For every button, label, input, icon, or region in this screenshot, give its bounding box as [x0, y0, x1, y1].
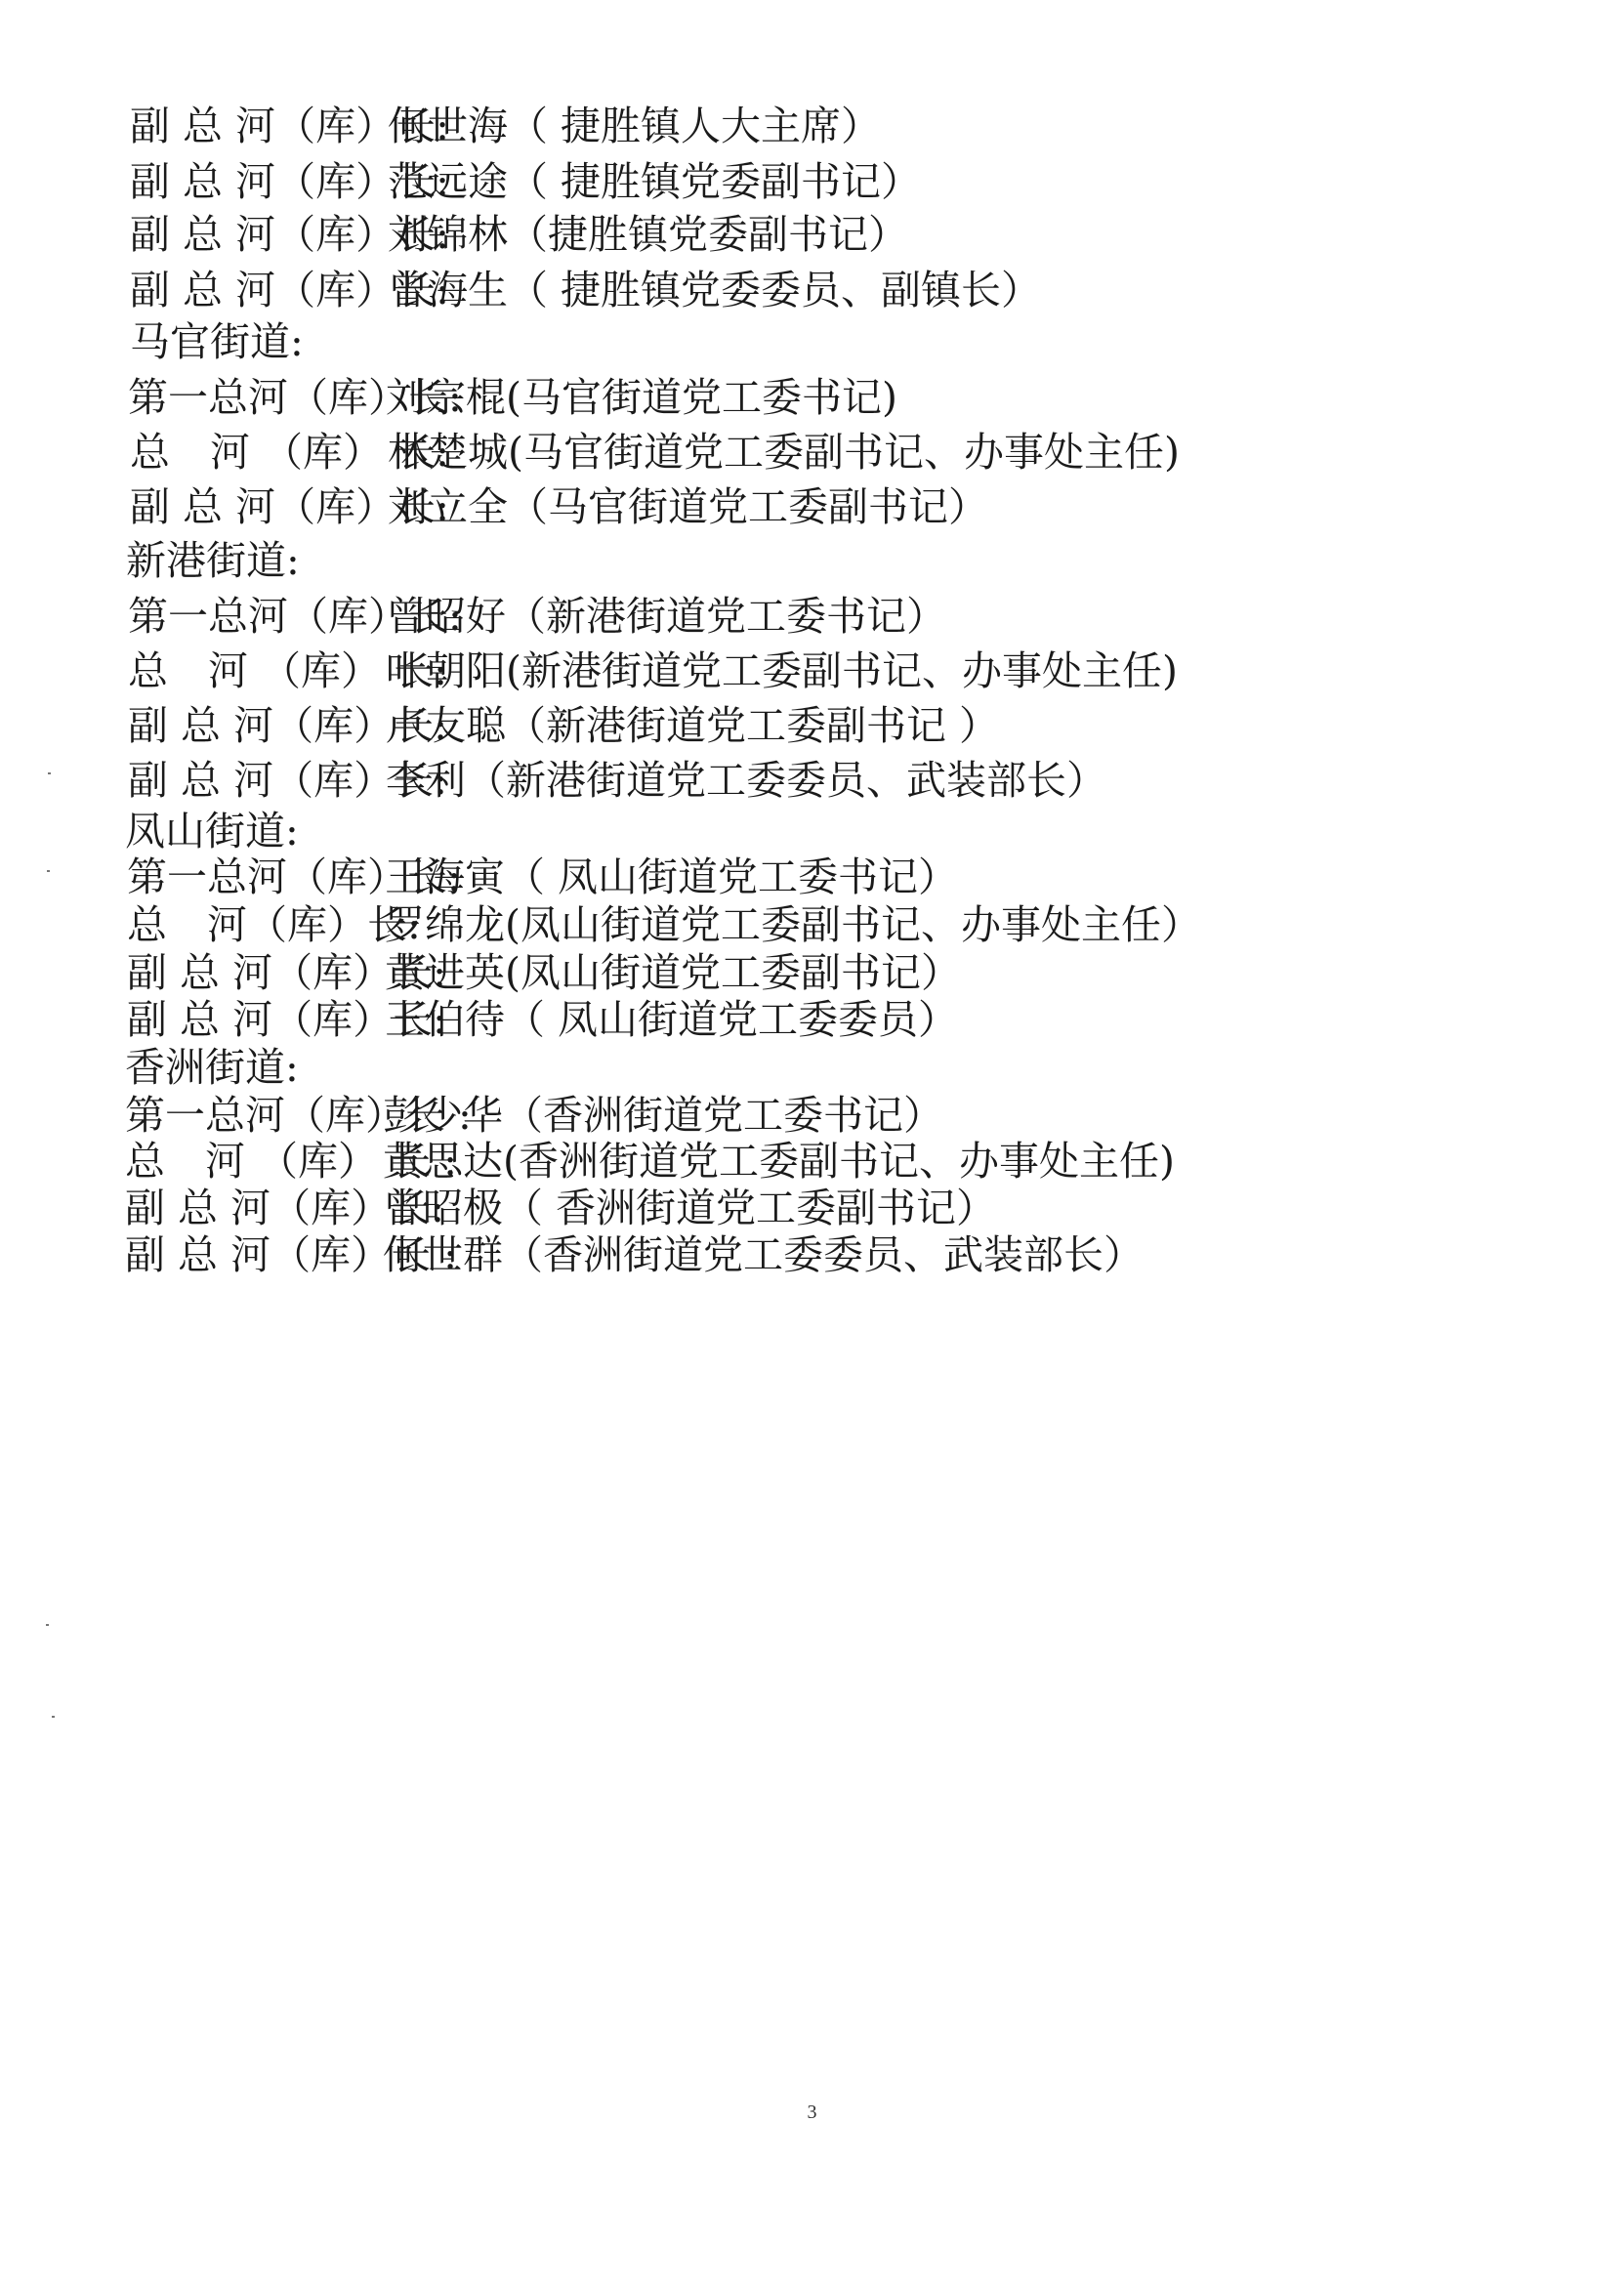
section-heading — [126, 536, 300, 585]
section-heading-text: 香洲街道: — [125, 1044, 299, 1091]
river-chief-entry — [128, 756, 1106, 805]
river-chief-entry — [125, 1137, 1175, 1186]
role-title: 副 总 河（库）长: — [128, 702, 447, 749]
river-chief-entry — [127, 853, 958, 901]
section-heading-text: 凤山街道: — [125, 808, 299, 854]
role-title: 总 河 （库） 长: — [130, 429, 449, 476]
person-and-position: 叶朝阳(新港街道党工委副书记、办事处主任) — [386, 647, 1178, 694]
river-chief-entry — [128, 373, 897, 422]
person-and-position: 范远途（ 捷胜镇党委副书记） — [388, 158, 922, 205]
river-chief-entry — [127, 995, 958, 1044]
person-and-position: 卢友聪（新港街道党工委副书记 ） — [386, 702, 1000, 749]
person-and-position: 曾昭好（新港街道党工委书记） — [386, 593, 946, 640]
river-chief-entry — [125, 1091, 943, 1140]
person-and-position: 黄思达(香洲街道党工委副书记、办事处主任) — [383, 1138, 1175, 1185]
person-and-position: 曾昭极（ 香洲街道党工委副书记） — [383, 1185, 997, 1231]
scan-speck — [47, 870, 50, 872]
section-heading — [125, 807, 299, 855]
person-and-position: 曾海生（ 捷胜镇党委委员、副镇长） — [388, 267, 1042, 313]
role-title: 第一总河（库）长 : — [125, 1092, 472, 1139]
river-chief-entry — [130, 210, 908, 259]
role-title: 第一总河（库）长: — [128, 374, 462, 421]
role-title: 总 河 （库） 长: — [128, 647, 447, 694]
role-title: 副 总 河（库）长: — [130, 211, 449, 258]
river-chief-entry — [125, 1230, 1144, 1279]
role-title: 副 总 河（库）长 : — [125, 1231, 457, 1278]
person-and-position: 何世群（香洲街道党工委委员、武装部长） — [383, 1231, 1144, 1278]
role-title: 副 总 河（库）长: — [128, 757, 447, 804]
role-title: 总 河（库）长: — [127, 901, 421, 948]
person-and-position: 刘立全（马官街道党工委副书记） — [388, 483, 988, 530]
person-and-position: 彭少华（香洲街道党工委书记） — [383, 1092, 943, 1139]
river-chief-entry — [130, 157, 921, 206]
river-chief-entry — [130, 482, 988, 531]
river-chief-entry — [130, 428, 1180, 477]
section-heading — [130, 317, 304, 366]
scan-speck — [48, 772, 51, 774]
scan-speck — [46, 1624, 49, 1626]
role-title: 第一总河（库）长: — [127, 853, 461, 900]
role-title: 副 总 河（库）长: — [125, 1185, 444, 1231]
role-title: 副 总 河（库）长: — [130, 158, 449, 205]
role-title: 总 河 （库） 长 : — [125, 1138, 457, 1185]
person-and-position: 王伯待（ 凤山街道党工委委员） — [385, 996, 959, 1043]
river-chief-entry — [127, 948, 961, 997]
page-number: 3 — [807, 2102, 817, 2123]
river-chief-entry — [125, 1184, 996, 1232]
person-and-position: 李利（新港街道党工委委员、武装部长） — [386, 757, 1106, 804]
section-heading-text: 新港街道: — [126, 537, 300, 584]
person-and-position: 王海寅（ 凤山街道党工委书记） — [385, 853, 959, 900]
role-title: 副 总 河（库）长: — [127, 949, 446, 996]
role-title: 副 总 河（库）长: — [127, 996, 446, 1043]
role-title: 副 总 河（库）长: — [130, 483, 449, 530]
person-and-position: 刘锦林（捷胜镇党委副书记） — [388, 211, 908, 258]
person-and-position: 刘宗棍(马官街道党工委书记) — [386, 374, 897, 421]
person-and-position: 黄进英(凤山街道党工委副书记） — [385, 949, 961, 996]
river-chief-entry — [130, 266, 1041, 314]
river-chief-entry — [128, 646, 1178, 695]
person-and-position: 罗绵龙(凤山街道党工委副书记、办事处主任） — [385, 901, 1201, 948]
section-heading — [125, 1043, 299, 1092]
person-and-position: 何世海（ 捷胜镇人大主席） — [388, 103, 882, 149]
river-chief-entry — [128, 701, 999, 750]
role-title: 副 总 河（库）长: — [130, 103, 449, 149]
role-title: 第一总河（库）长: — [128, 593, 462, 640]
person-and-position: 林楚城(马官街道党工委副书记、办事处主任) — [388, 429, 1180, 476]
river-chief-entry — [127, 900, 1201, 949]
river-chief-entry — [130, 102, 881, 150]
river-chief-entry — [128, 592, 946, 641]
role-title: 副 总 河（库）长: — [130, 267, 449, 313]
section-heading-text: 马官街道: — [130, 318, 304, 365]
scan-speck — [52, 1716, 55, 1718]
